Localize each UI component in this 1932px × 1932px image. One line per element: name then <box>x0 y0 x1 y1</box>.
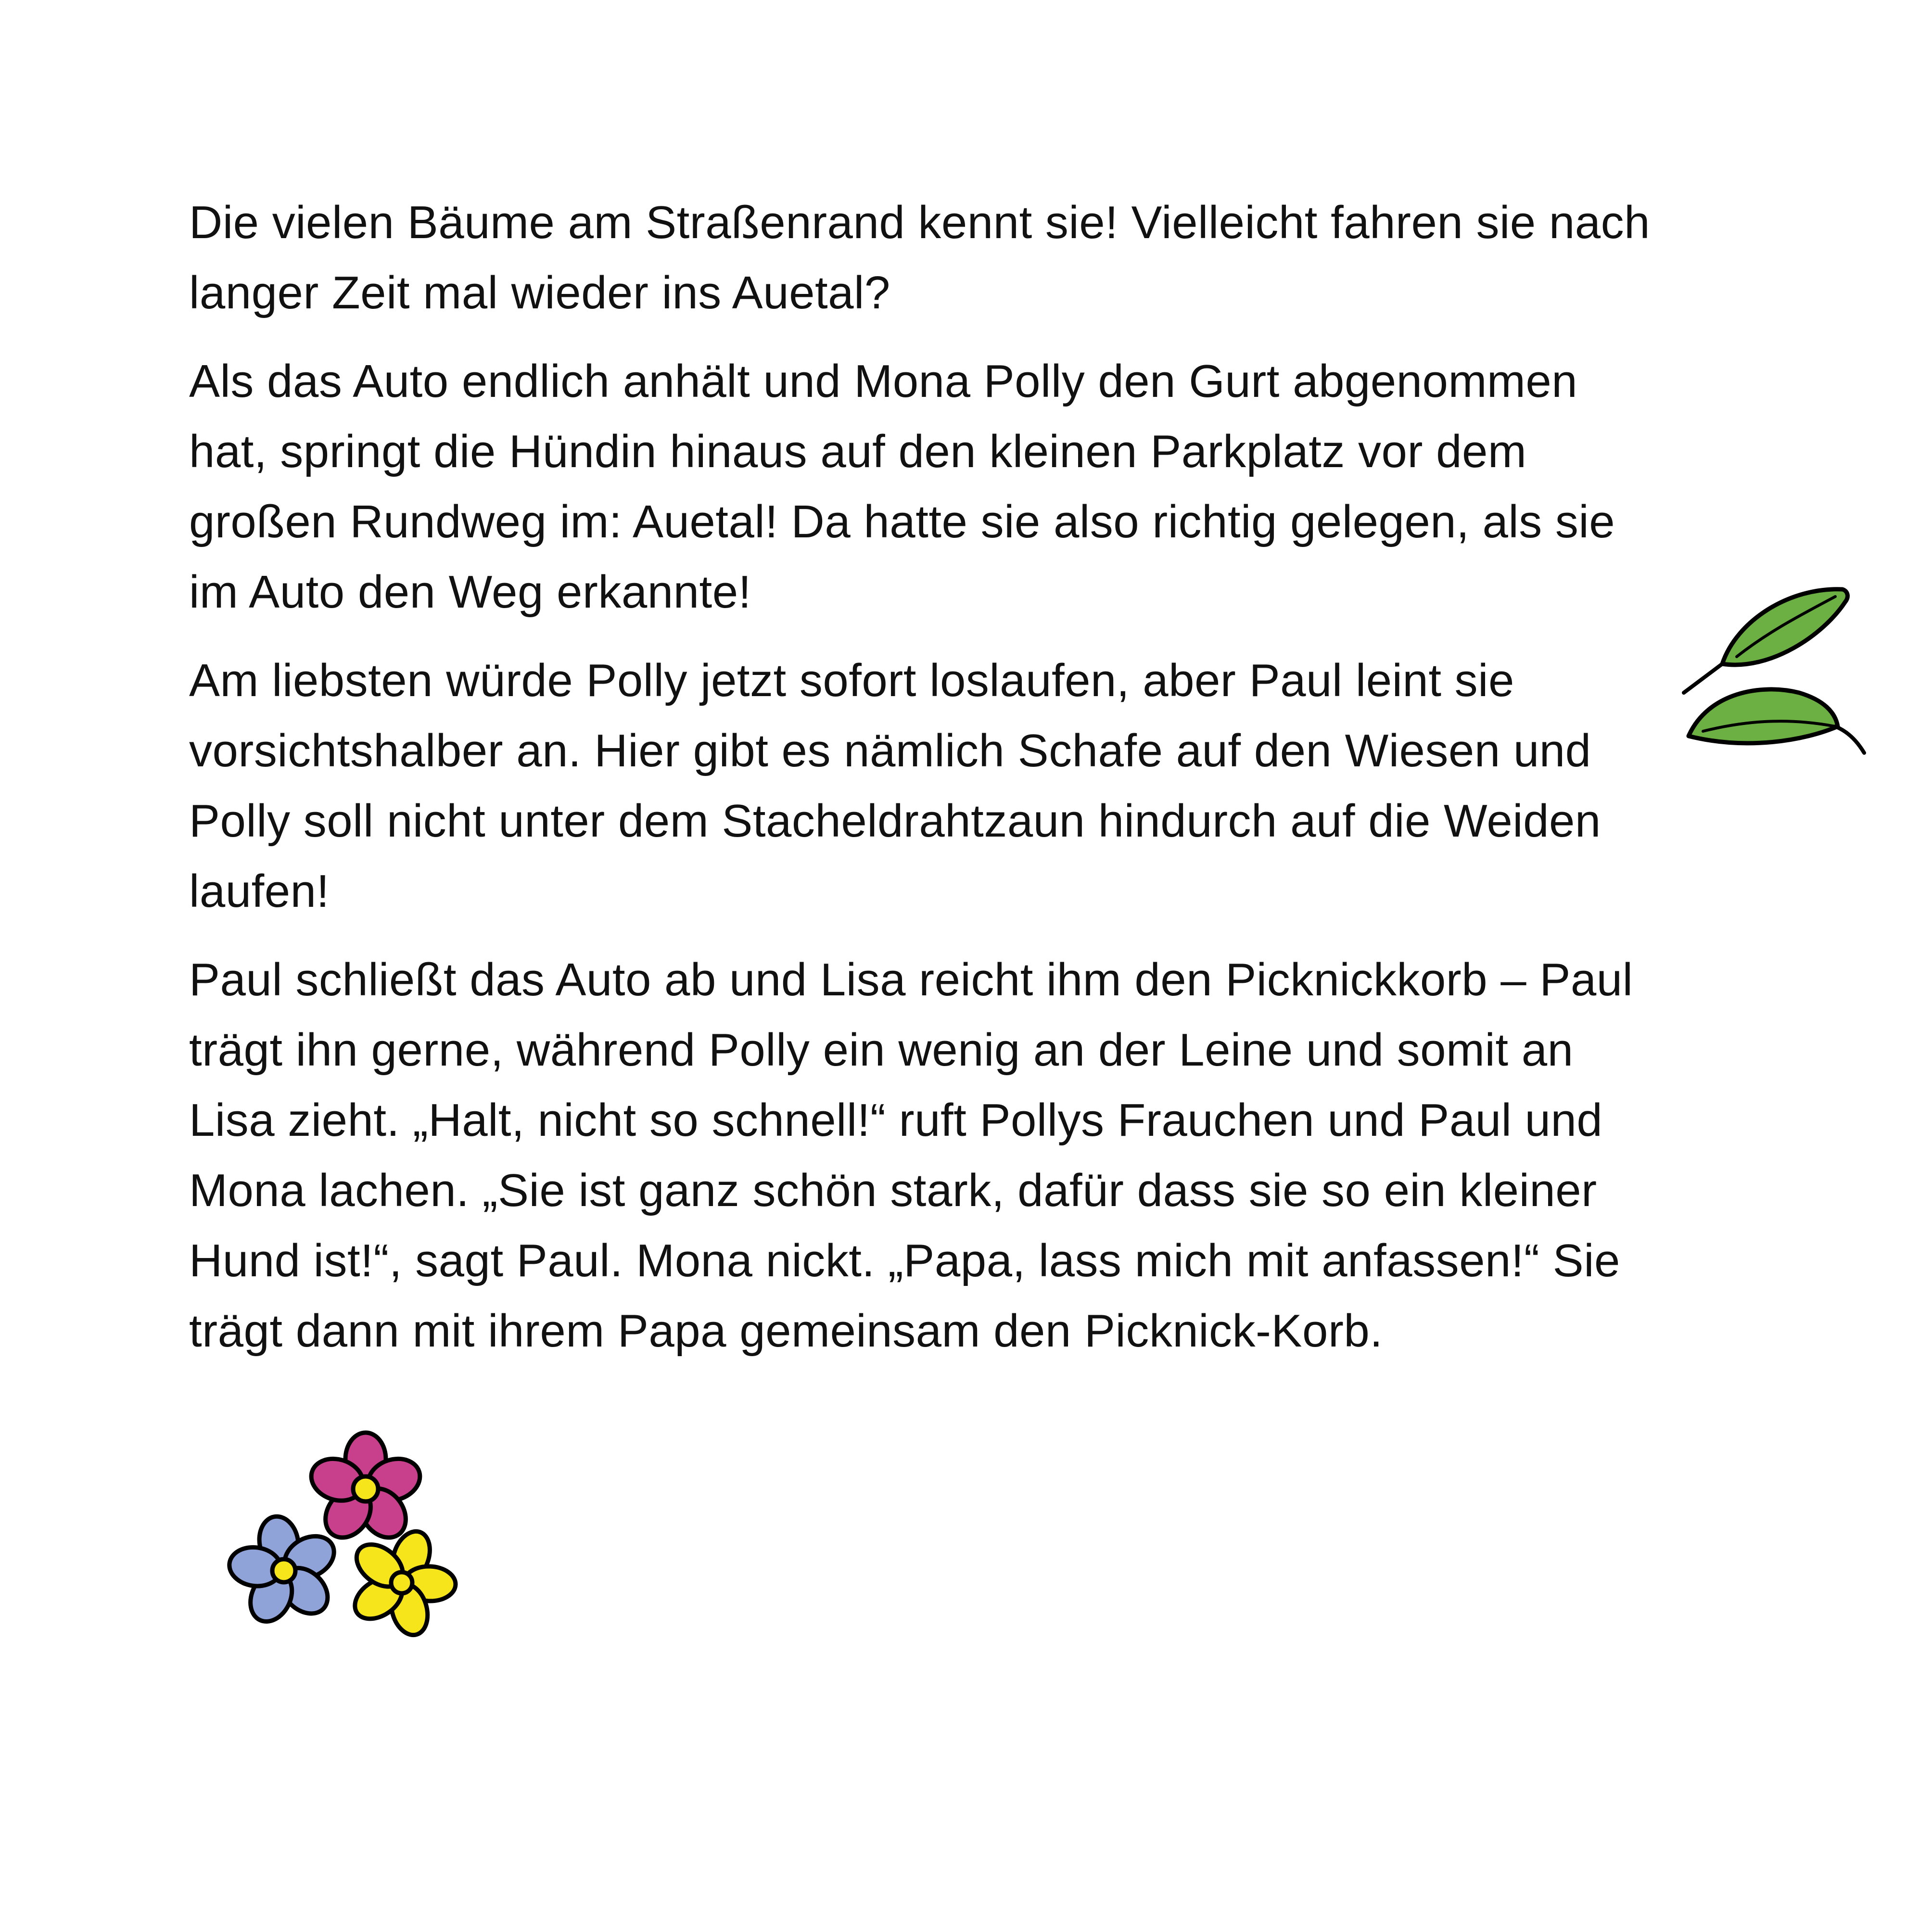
leaf-lower <box>1689 689 1838 743</box>
leaf-upper-stem <box>1684 664 1722 693</box>
text-line: großen Rundweg im: Auetal! Da hatte sie also richtig gelegen, als sie <box>189 496 1615 547</box>
text-line: im Auto den Weg erkannte! <box>189 566 751 618</box>
text-line: langer Zeit mal wieder ins Auetal? <box>189 267 890 318</box>
text-line: Am liebsten würde Polly jetzt sofort loslaufen, aber Paul leint sie <box>189 655 1514 706</box>
text-line: laufen! <box>189 865 330 917</box>
green-leaves-icon <box>1665 568 1867 770</box>
text-line: Lisa zieht. „Halt, nicht so schnell!“ ruft Pollys Frauchen und Paul und <box>189 1094 1603 1146</box>
pink-flower <box>306 1433 426 1546</box>
text-line: vorsichtshalber an. Hier gibt es nämlich Schafe auf den Wiesen und <box>189 725 1591 776</box>
yellow-flower <box>347 1526 456 1639</box>
text-line: trägt ihn gerne, während Polly ein wenig an der Leine und somit an <box>189 1024 1574 1076</box>
flowers-icon <box>226 1424 476 1645</box>
blue-flower <box>227 1513 342 1628</box>
text-line: Paul schließt das Auto ab und Lisa reicht ihm den Picknickkorb – Paul <box>189 954 1633 1005</box>
paragraph-1 <box>189 188 1748 328</box>
paragraph-3 <box>189 646 1748 927</box>
text-line: hat, springt die Hündin hinaus auf den kleinen Parkplatz vor dem <box>189 426 1527 477</box>
text-line: Mona lachen. „Sie ist ganz schön stark, dafür dass sie so ein kleiner <box>189 1165 1597 1216</box>
text-line: trägt dann mit ihrem Papa gemeinsam den Picknick-Korb. <box>189 1305 1383 1357</box>
leaf-lower-stem <box>1835 726 1864 753</box>
text-line: Polly soll nicht unter dem Stacheldrahtzaun hindurch auf die Weiden <box>189 795 1601 847</box>
text-line: Als das Auto endlich anhält und Mona Polly den Gurt abgenommen <box>189 356 1578 407</box>
story-text <box>189 188 1748 1385</box>
text-line: Die vielen Bäume am Straßenrand kennt sie! Vielleicht fahren sie nach <box>189 197 1651 248</box>
paragraph-4 <box>189 945 1748 1366</box>
text-line: Hund ist!“, sagt Paul. Mona nickt. „Papa, lass mich mit anfassen!“ Sie <box>189 1235 1620 1286</box>
paragraph-2 <box>189 346 1748 627</box>
